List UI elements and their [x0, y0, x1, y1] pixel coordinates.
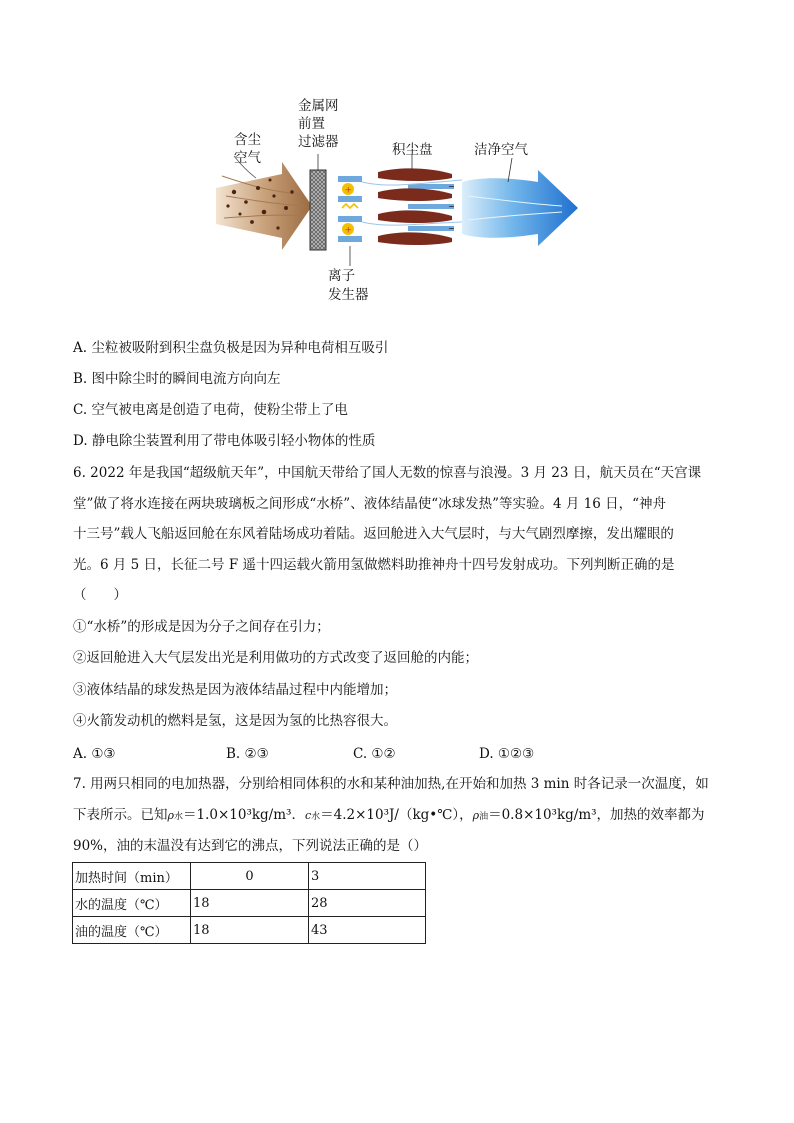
heating-data-table [72, 862, 426, 944]
table-row [73, 890, 426, 917]
label-ion-generator-2: 发生器 [328, 287, 369, 303]
precipitator-diagram [212, 96, 584, 306]
rho-oil-subscript: 油 [479, 812, 489, 822]
q6-stem-line-2: 堂”做了将水连接在两块玻璃板之间形成“水桥”、液体结晶使“冰球发热”等实验。4 月 16 日，“神舟 [73, 496, 667, 512]
table-cell: 18 [191, 890, 309, 917]
q6-statement-3: ③液体结晶的球发热是因为液体结晶过程中内能增加； [73, 682, 397, 698]
electrostatic-precipitator-figure [212, 96, 584, 306]
table-row [73, 917, 426, 944]
q5-option-c: C. 空气被电离是创造了电荷，使粉尘带上了电 [73, 402, 348, 418]
label-clean-air: 洁净空气 [474, 142, 528, 158]
ion-plus-sign-1: + [344, 185, 353, 196]
q6-statement-1: ①“水桥”的形成是因为分子之间存在引力； [73, 619, 330, 635]
q6-stem-line-1: 6. 2022 年是我国“超级航天年”，中国航天带给了国人无数的惊喜与浪漫。3 月 23 日，航天员在“天宫课 [73, 465, 702, 481]
clean-air-arrow [462, 158, 578, 246]
ion-generator [338, 176, 362, 266]
table-cell: 28 [309, 890, 426, 917]
c-water-value: ＝4.2×10³J/（kg•℃）， [320, 807, 473, 823]
q7-given-prefix: 下表所示。已知 [73, 807, 168, 823]
table-cell: 0 [191, 863, 309, 890]
q6-answer-brackets: （ ） [73, 587, 127, 603]
q6-option-b: B. ②③ [226, 746, 269, 762]
q6-statement-4: ④火箭发动机的燃料是氢，这是因为氢的比热容很大。 [73, 713, 397, 729]
q5-option-b: B. 图中除尘时的瞬间电流方向向左 [73, 371, 281, 387]
rho-oil-value: ＝0.8×10³kg/m³，加热的效率都为 [488, 807, 705, 823]
rho-water-symbol: ρ [167, 809, 174, 822]
table-cell: 油的温度（℃） [73, 917, 191, 944]
q5-option-a: A. 尘粒被吸附到积尘盘负极是因为异种电荷相互吸引 [73, 340, 389, 356]
label-filter-3: 过滤器 [298, 134, 339, 150]
plate-sign-2: − [448, 202, 455, 211]
q7-stem-line-3: 90%，油的末温没有达到它的沸点，下列说法正确的是（） [73, 838, 428, 854]
label-dust-plate: 积尘盘 [392, 142, 433, 158]
table-header-row [73, 863, 426, 890]
q6-option-d: D. ①②③ [479, 746, 535, 762]
rho-water-value: ＝1.0×10³kg/m³． [182, 807, 305, 823]
dust-collector-plates [362, 154, 462, 245]
table-cell: 3 [309, 863, 426, 890]
ion-plus-sign-2: + [344, 225, 353, 236]
table-cell: 43 [309, 917, 426, 944]
q6-statement-2: ②返回舱进入大气层发出光是利用做功的方式改变了返回舱的内能； [73, 650, 478, 666]
label-dusty-air-2: 空气 [234, 150, 261, 166]
rho-water-subscript: 水 [173, 812, 183, 822]
c-water-symbol: c [304, 809, 312, 822]
label-filter-2: 前置 [298, 116, 325, 132]
dusty-air-arrow [216, 156, 312, 250]
plate-sign-1: − [448, 182, 455, 191]
metal-mesh-filter [310, 154, 326, 250]
q6-option-c: C. ①② [353, 746, 396, 762]
plate-sign-3: − [448, 224, 455, 233]
q7-stem-line-2 [73, 805, 705, 827]
table-cell: 加热时间（min） [73, 863, 191, 890]
q5-option-d: D. 静电除尘装置利用了带电体吸引轻小物体的性质 [73, 433, 376, 449]
c-water-subscript: 水 [311, 812, 321, 822]
table-cell: 18 [191, 917, 309, 944]
rho-oil-symbol: ρ [472, 809, 480, 822]
q6-option-a: A. ①③ [73, 746, 116, 762]
table-cell: 水的温度（℃） [73, 890, 191, 917]
label-ion-generator-1: 离子 [328, 268, 355, 284]
label-dusty-air-1: 含尘 [234, 132, 261, 148]
q6-stem-line-3: 十三号”载人飞船返回舱在东风着陆场成功着陆。返回舱进入大气层时，与大气剧烈摩擦，发出耀眼的 [73, 526, 674, 542]
q7-stem-line-1: 7. 用两只相同的电加热器，分别给相同体积的水和某种油加热,在开始和加热 3 min 时各记录一次温度，如 [73, 776, 709, 792]
q6-stem-line-4: 光。6 月 5 日，长征二号 F 遥十四运载火箭用氢做燃料助推神舟十四号发射成功。下列判断正确的是 [73, 557, 675, 573]
label-filter-1: 金属网 [298, 98, 339, 114]
